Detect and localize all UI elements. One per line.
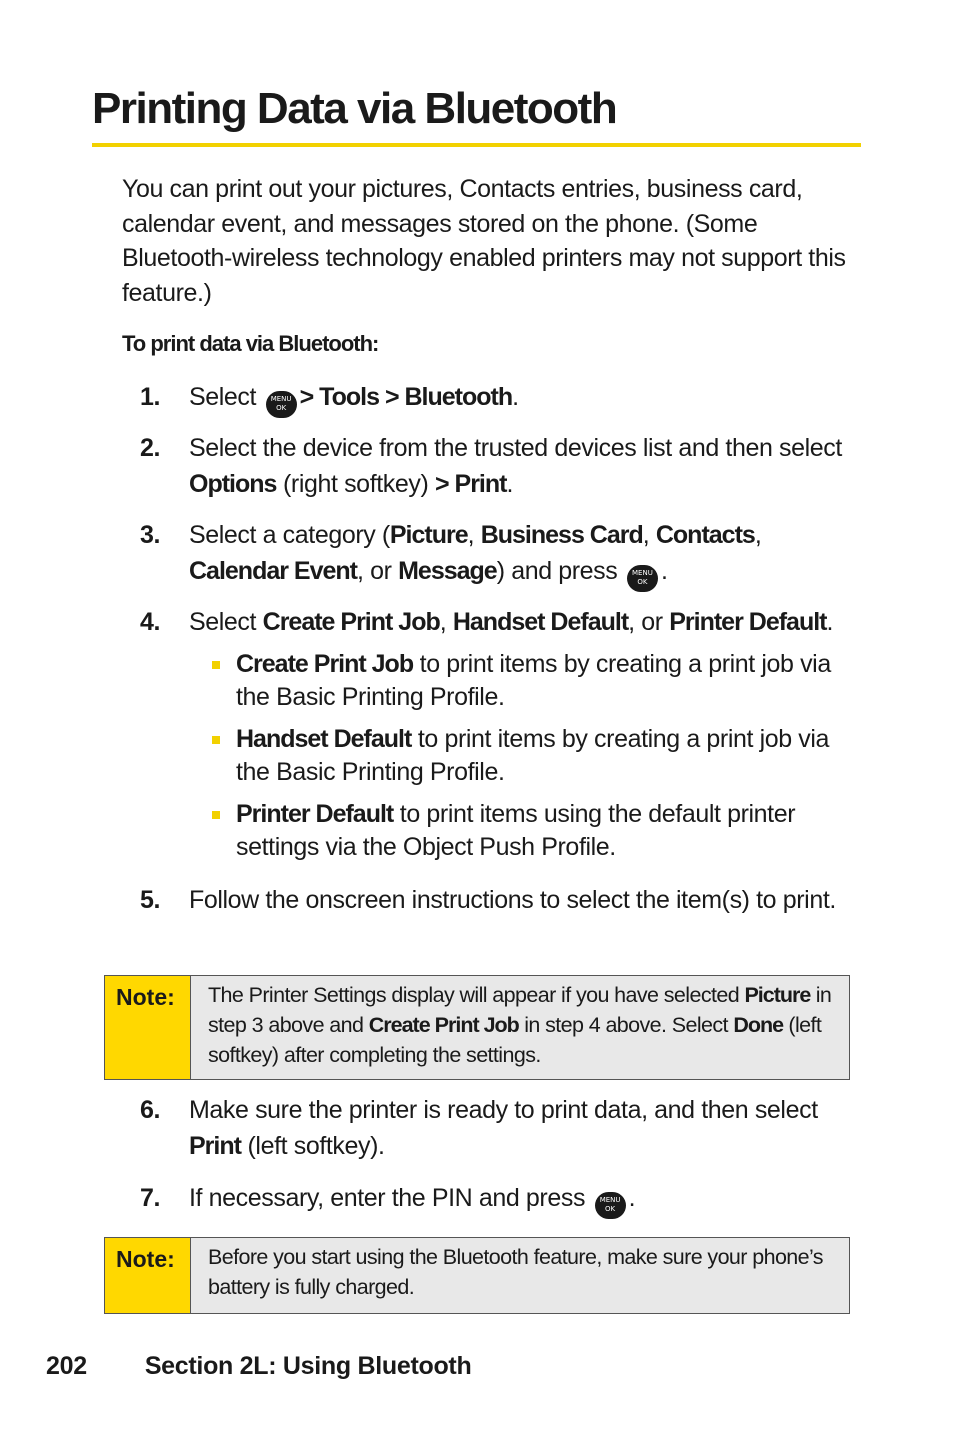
bullet-item: Create Print Job to print items by creating a print job via the Basic Printing Profile.	[212, 648, 862, 714]
step-number: 2.	[140, 434, 161, 462]
step-number: 6.	[140, 1096, 161, 1124]
note-text: Before you start using the Bluetooth feature, make sure your phone’s battery is fully charged.	[191, 1238, 849, 1313]
step-text: Select the device from the trusted devices list and then select Options (right softkey) > Print.	[189, 434, 842, 498]
step-text: Follow the onscreen instructions to select the item(s) to print.	[189, 886, 836, 914]
menu-ok-key-icon: MENU OK	[266, 391, 297, 418]
step-1	[140, 379, 865, 418]
step-3	[140, 517, 865, 592]
step-text: Select Create Print Job, Handset Default, or Printer Default.	[189, 608, 834, 636]
step-text: Make sure the printer is ready to print data, and then select Print (left softkey).	[189, 1096, 818, 1160]
section-title: Section 2L: Using Bluetooth	[144, 1352, 472, 1380]
intro-paragraph: You can print out your pictures, Contacts entries, business card, calendar event, and messages stored on the phone. (Some Bluetooth-wireless technology enabled printers may not support this feature.)	[122, 175, 846, 307]
step-number: 3.	[140, 521, 161, 549]
bullet-square-icon	[212, 811, 220, 819]
menu-ok-key-icon: MENU OK	[595, 1192, 626, 1219]
bullet-square-icon	[212, 736, 220, 744]
step-number: 5.	[140, 886, 161, 914]
page-number: 202	[46, 1352, 87, 1380]
bullet-square-icon	[212, 661, 220, 669]
step-number: 1.	[140, 383, 161, 411]
step-text: If necessary, enter the PIN and press MENU OK .	[189, 1180, 865, 1219]
procedure-heading: To print data via Bluetooth:	[122, 331, 379, 356]
note-box	[104, 975, 850, 1080]
step-4	[140, 604, 865, 640]
step-number: 4.	[140, 608, 161, 636]
bullet-item: Handset Default to print items by creating a print job via the Basic Printing Profile.	[212, 723, 862, 789]
page-title: Printing Data via Bluetooth	[92, 84, 617, 133]
note-box	[104, 1237, 850, 1314]
note-label: Note:	[105, 976, 191, 1079]
step-5	[140, 882, 865, 918]
page-footer	[46, 1349, 471, 1383]
menu-ok-key-icon: MENU OK	[627, 565, 658, 592]
note-text: The Printer Settings display will appear if you have selected Picture in step 3 above and Create Print Job in step 4 above. Select Done (left softkey) after completing the settings.	[191, 976, 849, 1079]
bullet-item: Printer Default to print items using the default printer settings via the Object Push Profile.	[212, 798, 862, 864]
note-label: Note:	[105, 1238, 191, 1313]
step-text: Select MENU OK > Tools > Bluetooth.	[189, 379, 865, 418]
step-2	[140, 430, 865, 502]
step-number: 7.	[140, 1184, 161, 1212]
step-6	[140, 1092, 865, 1164]
step-7	[140, 1180, 865, 1219]
step-text: Select a category (Picture, Business Card, Contacts, Calendar Event, or Message) and press MENU OK .	[189, 517, 865, 592]
title-rule	[92, 143, 861, 147]
